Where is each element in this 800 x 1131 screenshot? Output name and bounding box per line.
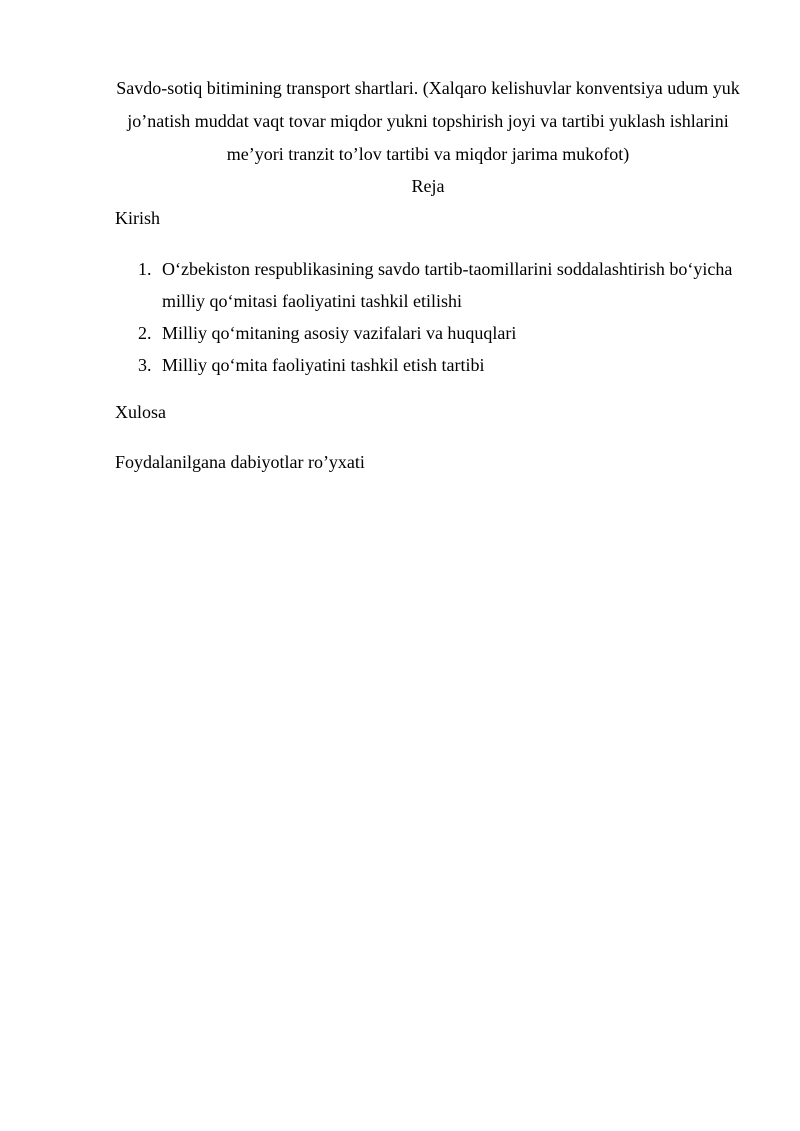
list-item-number: 1. bbox=[138, 259, 152, 279]
list-item bbox=[115, 317, 755, 349]
list-item bbox=[115, 253, 755, 317]
list-item-text: Milliy qo‘mita faoliyatini tashkil etish tartibi bbox=[162, 355, 485, 375]
list-item-text: O‘zbekiston respublikasining savdo tartib-taomillarini soddalashtirish bo‘yicha milliy qo‘mitasi faoliyatini tashkil etilishi bbox=[162, 259, 733, 311]
plan-list bbox=[115, 253, 755, 381]
references-heading: Foydalanilgana dabiyotlar ro’yxati bbox=[115, 452, 365, 472]
plan-heading: Reja bbox=[411, 176, 445, 196]
list-item-text: Milliy qo‘mitaning asosiy vazifalari va huquqlari bbox=[162, 323, 517, 343]
conclusion-heading: Xulosa bbox=[115, 402, 166, 422]
list-item bbox=[115, 349, 755, 381]
intro-heading: Kirish bbox=[115, 208, 160, 228]
list-item-number: 2. bbox=[138, 323, 152, 343]
list-item-number: 3. bbox=[138, 355, 152, 375]
document-title: Savdo-sotiq bitimining transport shartlari. (Xalqaro kelishuvlar konventsiya udum yuk jo’natish muddat vaqt tovar miqdor yukni topshirish joyi va tartibi yuklash ishlarini me’yori tranzit to’lov tartibi va miqdor jarima mukofot) bbox=[116, 78, 740, 164]
